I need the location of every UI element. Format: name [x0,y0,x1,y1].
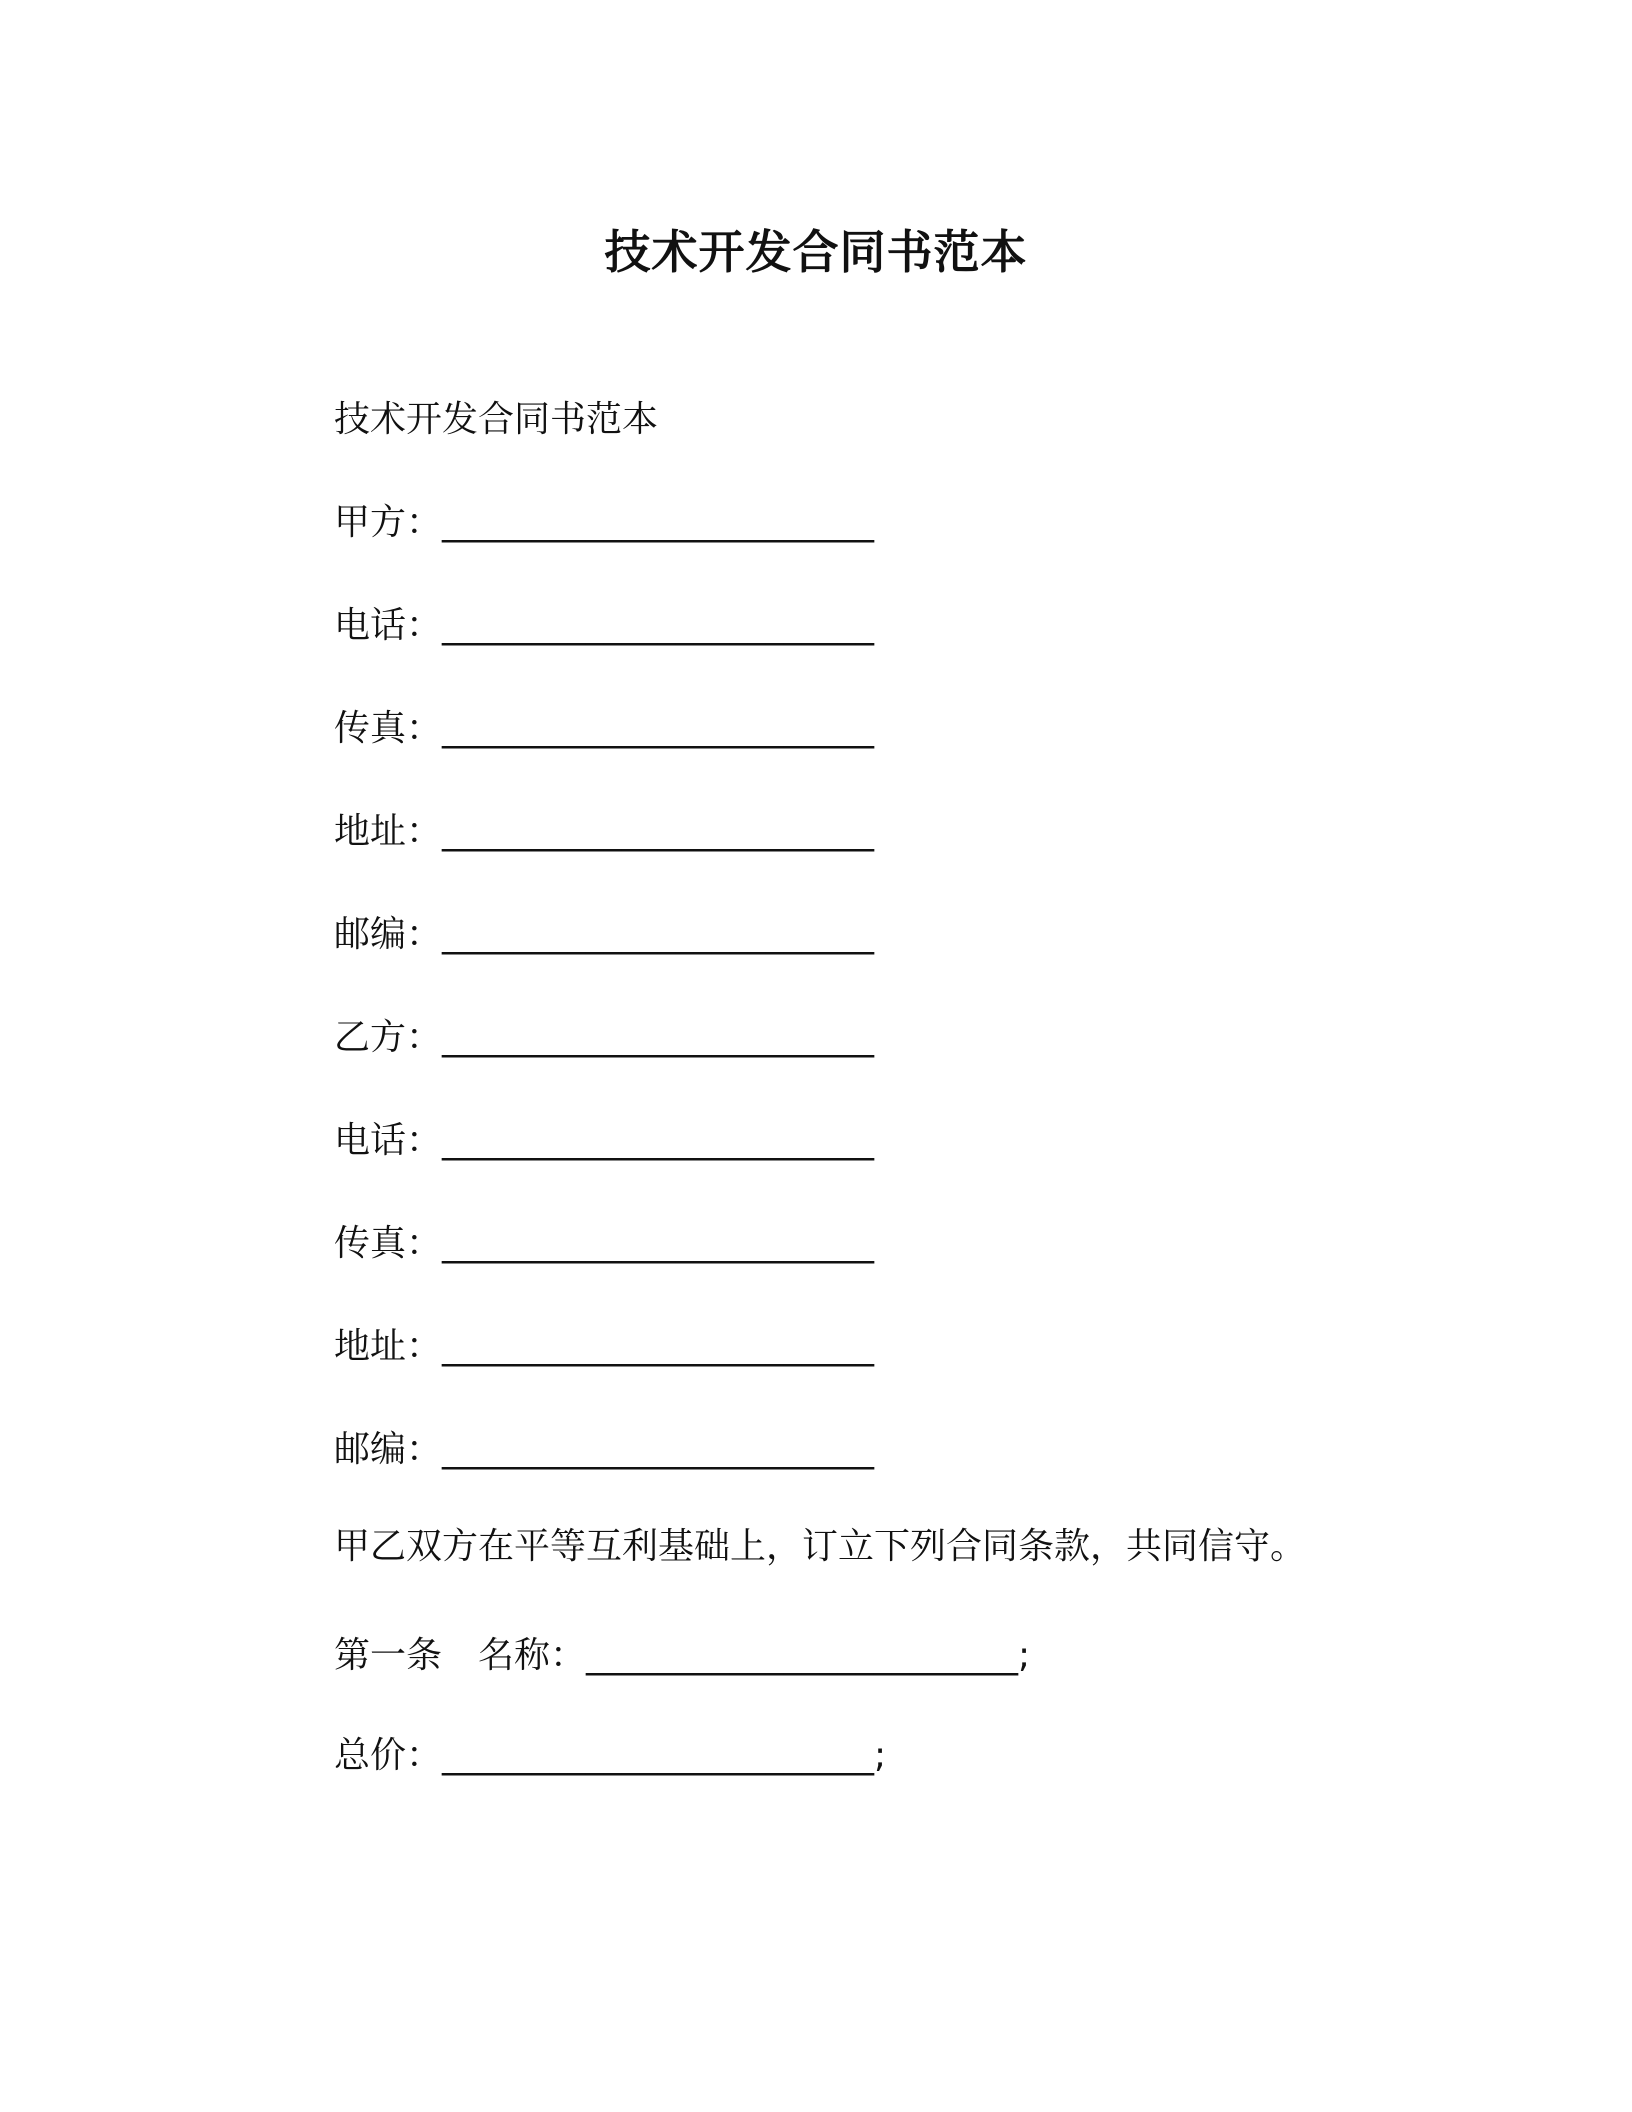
document-title: 技术开发合同书范本 [604,225,1028,279]
party-a-phone-label: 电话： [334,605,443,646]
party-a-fax-blank: ________________________ [442,708,875,749]
article-1-name-field [334,1630,1434,1682]
party-b-name-label: 乙方： [334,1017,443,1058]
party-a-address-label: 地址： [334,811,443,852]
party-b-postcode-field [334,1424,1434,1476]
party-b-fax-blank: ________________________ [442,1223,875,1264]
party-a-name-label: 甲方： [334,502,443,543]
party-a-name-blank: ________________________ [442,502,875,543]
document-subtitle: 技术开发合同书范本 [334,399,659,440]
party-b-postcode-label: 邮编： [334,1429,443,1470]
party-a-postcode-label: 邮编： [334,914,443,955]
agreement-statement: 甲乙双方在平等互利基础上，订立下列合同条款，共同信守。 [334,1526,1307,1567]
party-a-phone-blank: ________________________ [442,605,875,646]
party-b-fax-field [334,1218,1434,1270]
party-b-phone-field [334,1115,1434,1167]
party-b-address-label: 地址： [334,1326,443,1367]
party-a-fax-field [334,703,1434,755]
document-body [334,394,1434,1830]
party-b-name-blank: ________________________ [442,1017,875,1058]
party-b-address-field [334,1321,1434,1373]
party-b-phone-blank: ________________________ [442,1120,875,1161]
party-b-fax-label: 传真： [334,1223,443,1264]
party-a-address-field [334,806,1434,858]
total-price-field [334,1730,1434,1782]
party-a-address-blank: ________________________ [442,811,875,852]
party-b-postcode-blank: ________________________ [442,1429,875,1470]
article-1-blank: ________________________; [586,1635,1031,1676]
party-a-phone-field [334,600,1434,652]
party-a-fax-label: 传真： [334,708,443,749]
party-b-name-field [334,1012,1434,1064]
party-b-phone-label: 电话： [334,1120,443,1161]
total-price-label: 总价： [334,1735,443,1776]
party-a-name-field [334,497,1434,549]
total-price-blank: ________________________; [442,1735,887,1776]
party-a-postcode-blank: ________________________ [442,914,875,955]
party-a-postcode-field [334,909,1434,961]
party-b-address-blank: ________________________ [442,1326,875,1367]
article-1-heading: 第一条 名称： [334,1635,587,1676]
